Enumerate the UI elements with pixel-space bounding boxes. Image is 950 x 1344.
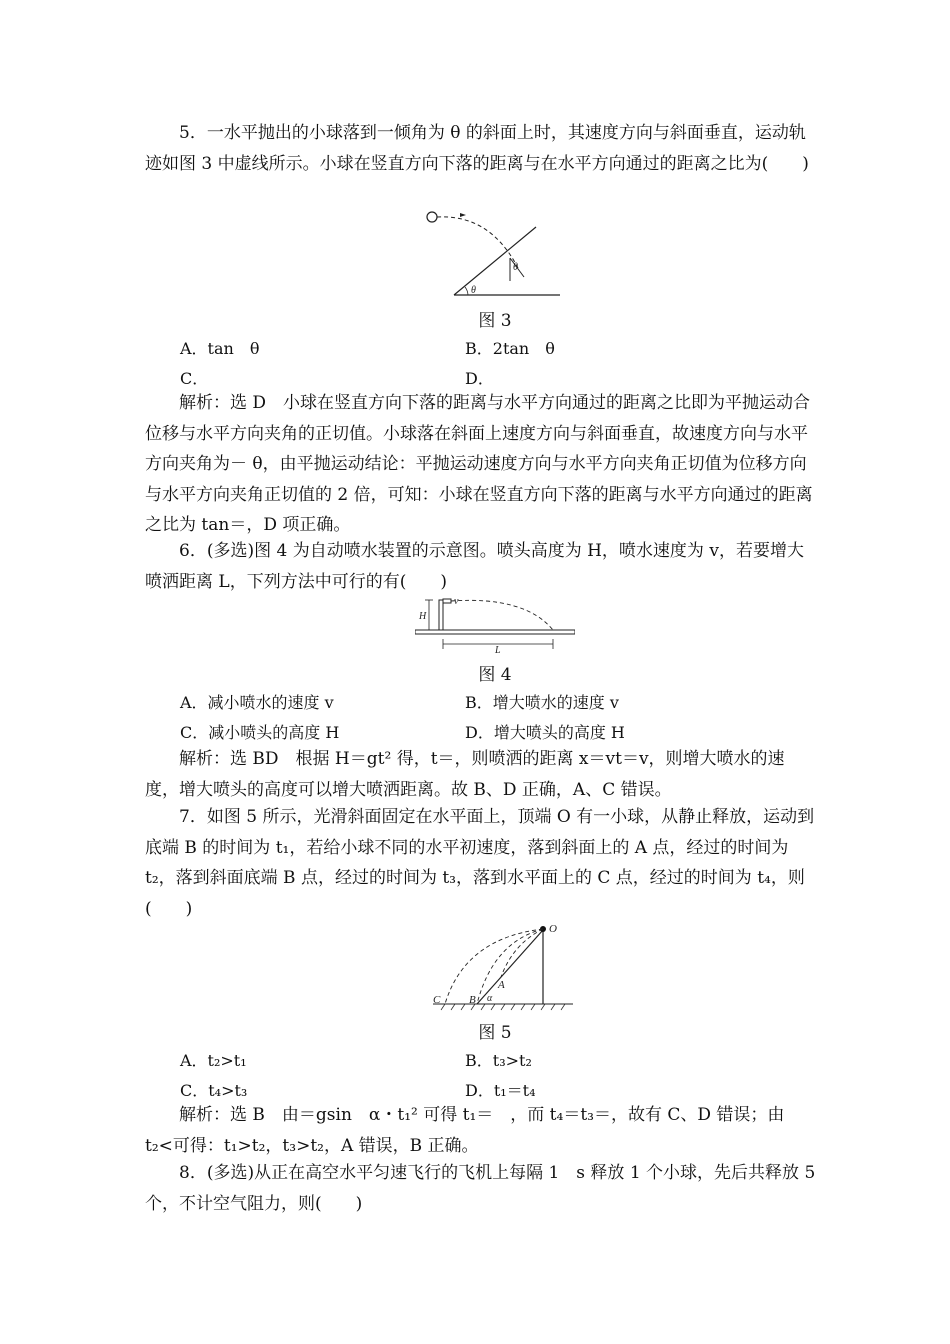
q7-option-b: B．t₃>t₂ <box>465 1051 532 1070</box>
q7-stem: 7．如图 5 所示，光滑斜面固定在水平面上，顶端 O 有一小球，从静止释放，运动到底端 B 的时间为 t₁，若给小球不同的水平初速度，落到斜面上的 A 点，经过的时间为 t₂，落到斜面底端 B 点，经过的时间为 t₃，落到水平面上的 C 点，经过的时间为 t₄，则( ) <box>145 807 815 919</box>
label-A: A <box>498 979 505 991</box>
trajectory-to-C <box>445 929 543 1004</box>
theta-label-vector: θ <box>513 262 518 273</box>
q6-analysis: 解析：选 BD 根据 H＝gt² 得，t＝，则喷洒的距离 x＝vt＝v，则增大喷水的速度，增大喷头的高度可以增大喷洒距离。故 B、D 正确，A、C 错误。 <box>145 749 785 800</box>
figure-3-caption: 图 3 <box>478 311 512 331</box>
q7-option-c: C．t₄>t₃ <box>180 1081 248 1100</box>
figure-5-caption: 图 5 <box>478 1023 512 1043</box>
theta-label-bottom: θ <box>471 285 476 296</box>
q5-option-a: A．tan θ <box>180 339 260 358</box>
q8-stem: 8．(多选)从正在高空水平匀速飞行的飞机上每隔 1 s 释放 1 个小球，先后共释放 5 个，不计空气阻力，则( ) <box>145 1163 816 1214</box>
ball-circle <box>427 212 437 222</box>
trajectory-dashed <box>437 217 518 268</box>
label-B: B <box>469 994 476 1006</box>
water-trajectory <box>451 600 553 630</box>
q7-option-a: A．t₂>t₁ <box>180 1051 247 1070</box>
label-C: C <box>433 994 441 1006</box>
q5-analysis: 解析：选 D 小球在竖直方向下落的距离与水平方向通过的距离之比即为平抛运动合位移与水平方向夹角的正切值。小球落在斜面上速度方向与斜面垂直，故速度方向与水平方向夹角为－ θ，由平抛运动结论：平抛运动速度方向与水平方向夹角正切值为位移方向与水平方向夹角正切值的 2 倍，可知：小球在竖直方向下落的距离与水平方向通过的距离之比为 tan＝，D 项正确。 <box>145 393 813 535</box>
q5-stem: 5．一水平抛出的小球落到一倾角为 θ 的斜面上时，其速度方向与斜面垂直，运动轨迹如图 3 中虚线所示。小球在竖直方向下落的距离与在水平方向通过的距离之比为( ) <box>145 123 809 174</box>
figure-4-sprinkler-diagram <box>415 592 575 654</box>
q6-stem: 6．(多选)图 4 为自动喷水装置的示意图。喷头高度为 H，喷水速度为 v，若要增大喷洒距离 L，下列方法中可行的有( ) <box>145 541 804 592</box>
nozzle <box>443 599 451 603</box>
q5-option-c: C． <box>180 369 209 388</box>
ground-strip <box>415 630 575 634</box>
figure-5-incline-diagram <box>425 920 575 1012</box>
q6-option-b: B．增大喷水的速度 v <box>465 693 619 712</box>
label-v: v <box>454 596 459 607</box>
q6-option-d: D．增大喷头的高度 H <box>465 723 625 742</box>
figure-3-incline-diagram <box>420 206 570 300</box>
label-alpha: α <box>487 993 493 1004</box>
sprinkler-pipe <box>439 600 443 630</box>
q6-option-c: C．减小喷头的高度 H <box>180 723 340 742</box>
label-L: L <box>495 645 501 654</box>
label-O: O <box>549 923 557 935</box>
label-H: H <box>419 611 427 622</box>
arrowhead <box>460 213 466 217</box>
q7-option-d: D．t₁＝t₄ <box>465 1081 536 1100</box>
q5-option-d: D． <box>465 369 494 388</box>
figure-4-caption: 图 4 <box>478 665 512 685</box>
q6-option-a: A．减小喷水的速度 v <box>180 693 334 712</box>
q5-option-b: B．2tan θ <box>465 339 555 358</box>
angle-arc-bottom <box>465 287 468 295</box>
q7-analysis: 解析：选 B 由＝gsin α・t₁² 可得 t₁＝ ，而 t₄＝t₃＝，故有 C、D 错误；由 t₂<可得：t₁>t₂，t₃>t₂，A 错误，B 正确。 <box>145 1105 785 1156</box>
